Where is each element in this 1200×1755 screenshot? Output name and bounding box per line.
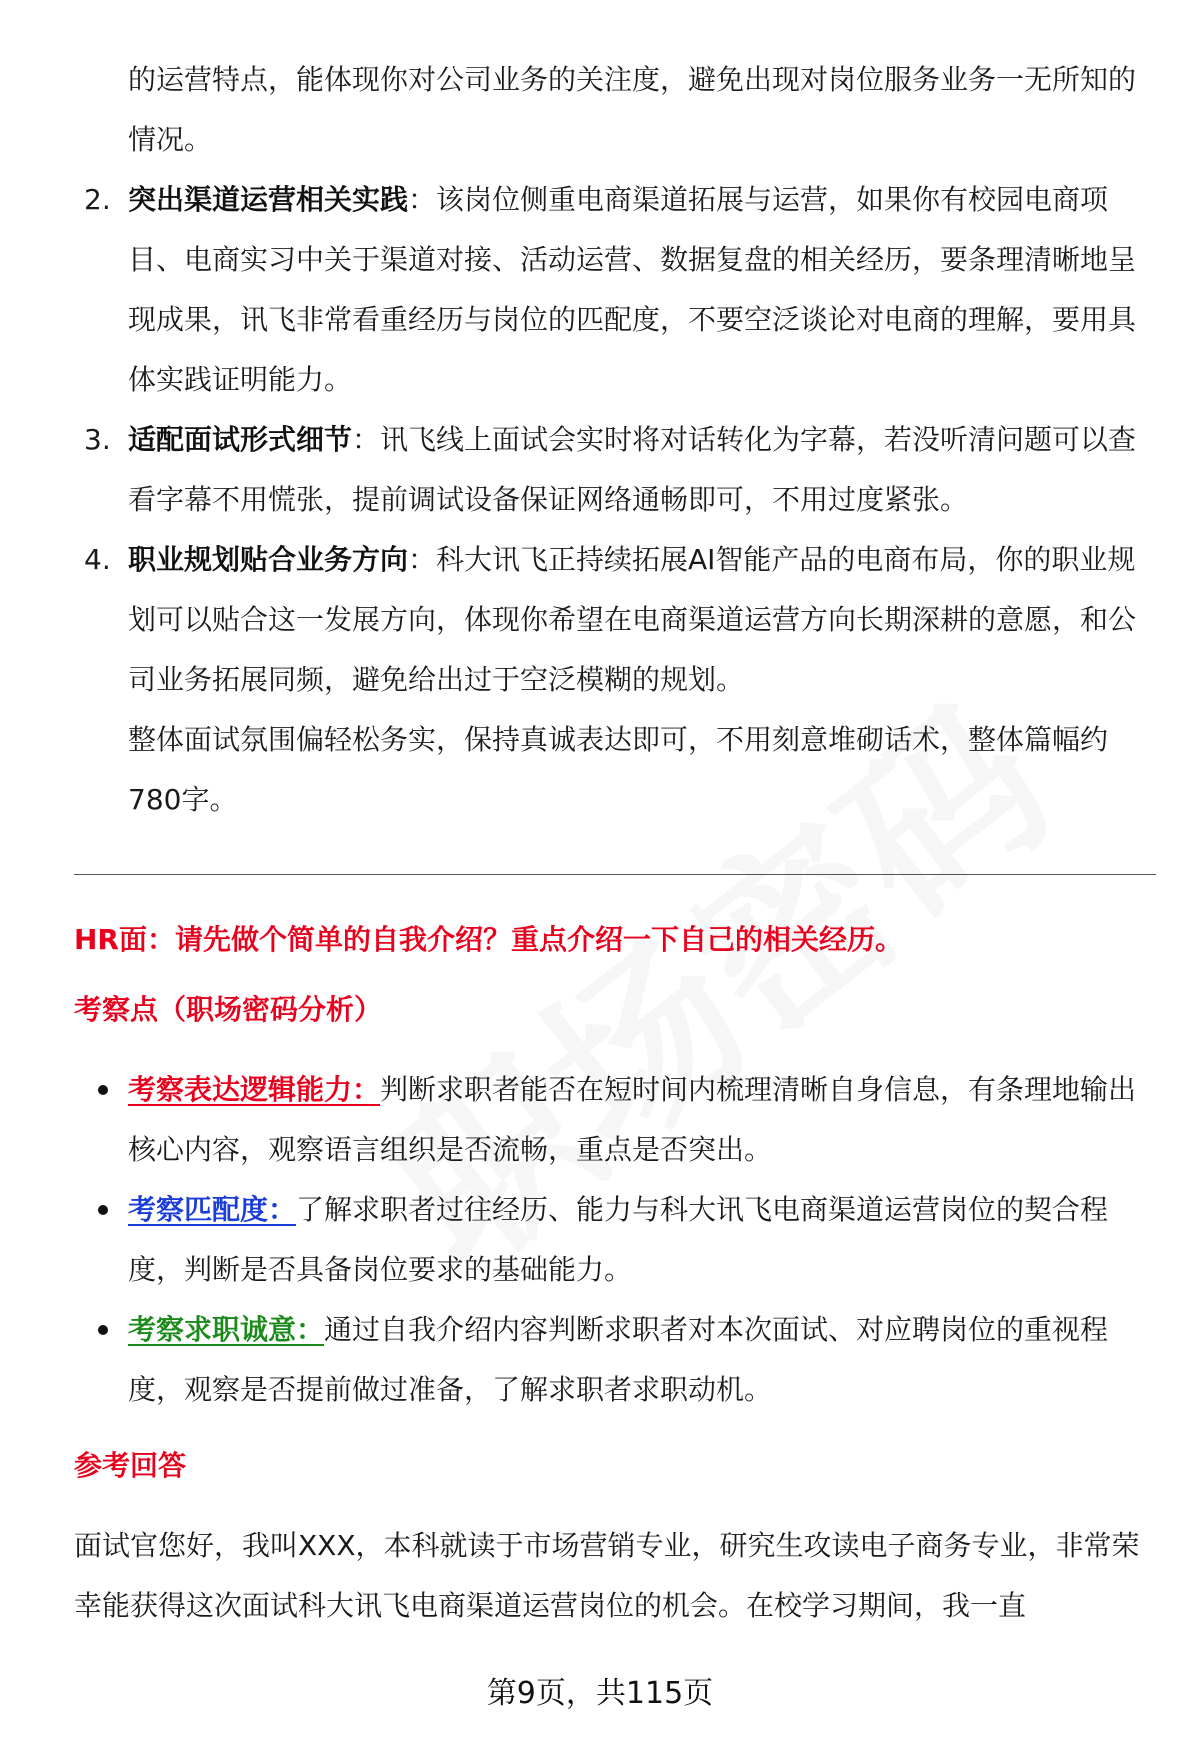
analysis-item <box>128 1300 1140 1420</box>
answer-text: 面试官您好，我叫XXX，本科就读于市场营销专业，研究生攻读电子商务专业，非常荣幸能获得这次面试科大讯飞电商渠道运营岗位的机会。在校学习期间，我一直 <box>74 1529 1140 1622</box>
tip-body: ：科大讯飞正持续拓展AI智能产品的电商布局，你的职业规划可以贴合这一发展方向，体现你希望在电商渠道运营方向长期深耕的意愿，和公司业务拓展同频，避免给出过于空泛模糊的规划。 <box>128 543 1137 696</box>
analysis-body: 通过自我介绍内容判断求职者对本次面试、对应聘岗位的重视程度，观察是否提前做过准备，了解求职者求职动机。 <box>128 1313 1109 1406</box>
summary-text: 整体面试氛围偏轻松务实，保持真诚表达即可，不用刻意堆砌话术，整体篇幅约780字。 <box>128 723 1109 816</box>
tip-title: 适配面试形式细节 <box>128 423 353 456</box>
answer-heading: 参考回答 <box>74 1449 187 1482</box>
tip-number: 3. <box>84 423 111 456</box>
analysis-heading: 考察点（职场密码分析） <box>74 993 383 1026</box>
intro-continuation: 的运营特点，能体现你对公司业务的关注度，避免出现对岗位服务业务一无所知的情况。 <box>128 63 1137 156</box>
tip-item <box>128 170 1140 410</box>
analysis-body: 判断求职者能否在短时间内梳理清晰自身信息，有条理地输出核心内容，观察语言组织是否流畅，重点是否突出。 <box>128 1073 1137 1166</box>
tip-title: 职业规划贴合业务方向 <box>128 543 409 576</box>
analysis-label: 考察匹配度： <box>128 1193 297 1226</box>
analysis-label: 考察求职诚意： <box>128 1313 325 1346</box>
bullet-dot <box>98 1325 108 1335</box>
tip-item <box>128 410 1140 530</box>
analysis-item <box>128 1060 1140 1180</box>
analysis-label: 考察表达逻辑能力： <box>128 1073 381 1106</box>
section-divider <box>74 874 1156 875</box>
hr-question: HR面：请先做个简单的自我介绍？重点介绍一下自己的相关经历。 <box>74 923 903 956</box>
page-footer: 第9页，共115页 <box>486 1676 714 1711</box>
bullet-dot <box>98 1205 108 1215</box>
tip-title: 突出渠道运营相关实践 <box>128 183 409 216</box>
tip-item <box>128 530 1140 710</box>
tip-number: 4. <box>84 543 111 576</box>
tip-body: ：该岗位侧重电商渠道拓展与运营，如果你有校园电商项目、电商实习中关于渠道对接、活动运营、数据复盘的相关经历，要条理清晰地呈现成果，讯飞非常看重经历与岗位的匹配度，不要空泛谈论对电商的理解，要用具体实践证明能力。 <box>128 183 1137 396</box>
analysis-body: 了解求职者过往经历、能力与科大讯飞电商渠道运营岗位的契合程度，判断是否具备岗位要求的基础能力。 <box>128 1193 1109 1286</box>
tip-number: 2. <box>84 183 111 216</box>
analysis-item <box>128 1180 1140 1300</box>
tip-body: ：讯飞线上面试会实时将对话转化为字幕，若没听清问题可以查看字幕不用慌张，提前调试设备保证网络通畅即可，不用过度紧张。 <box>128 423 1137 516</box>
bullet-dot <box>98 1085 108 1095</box>
